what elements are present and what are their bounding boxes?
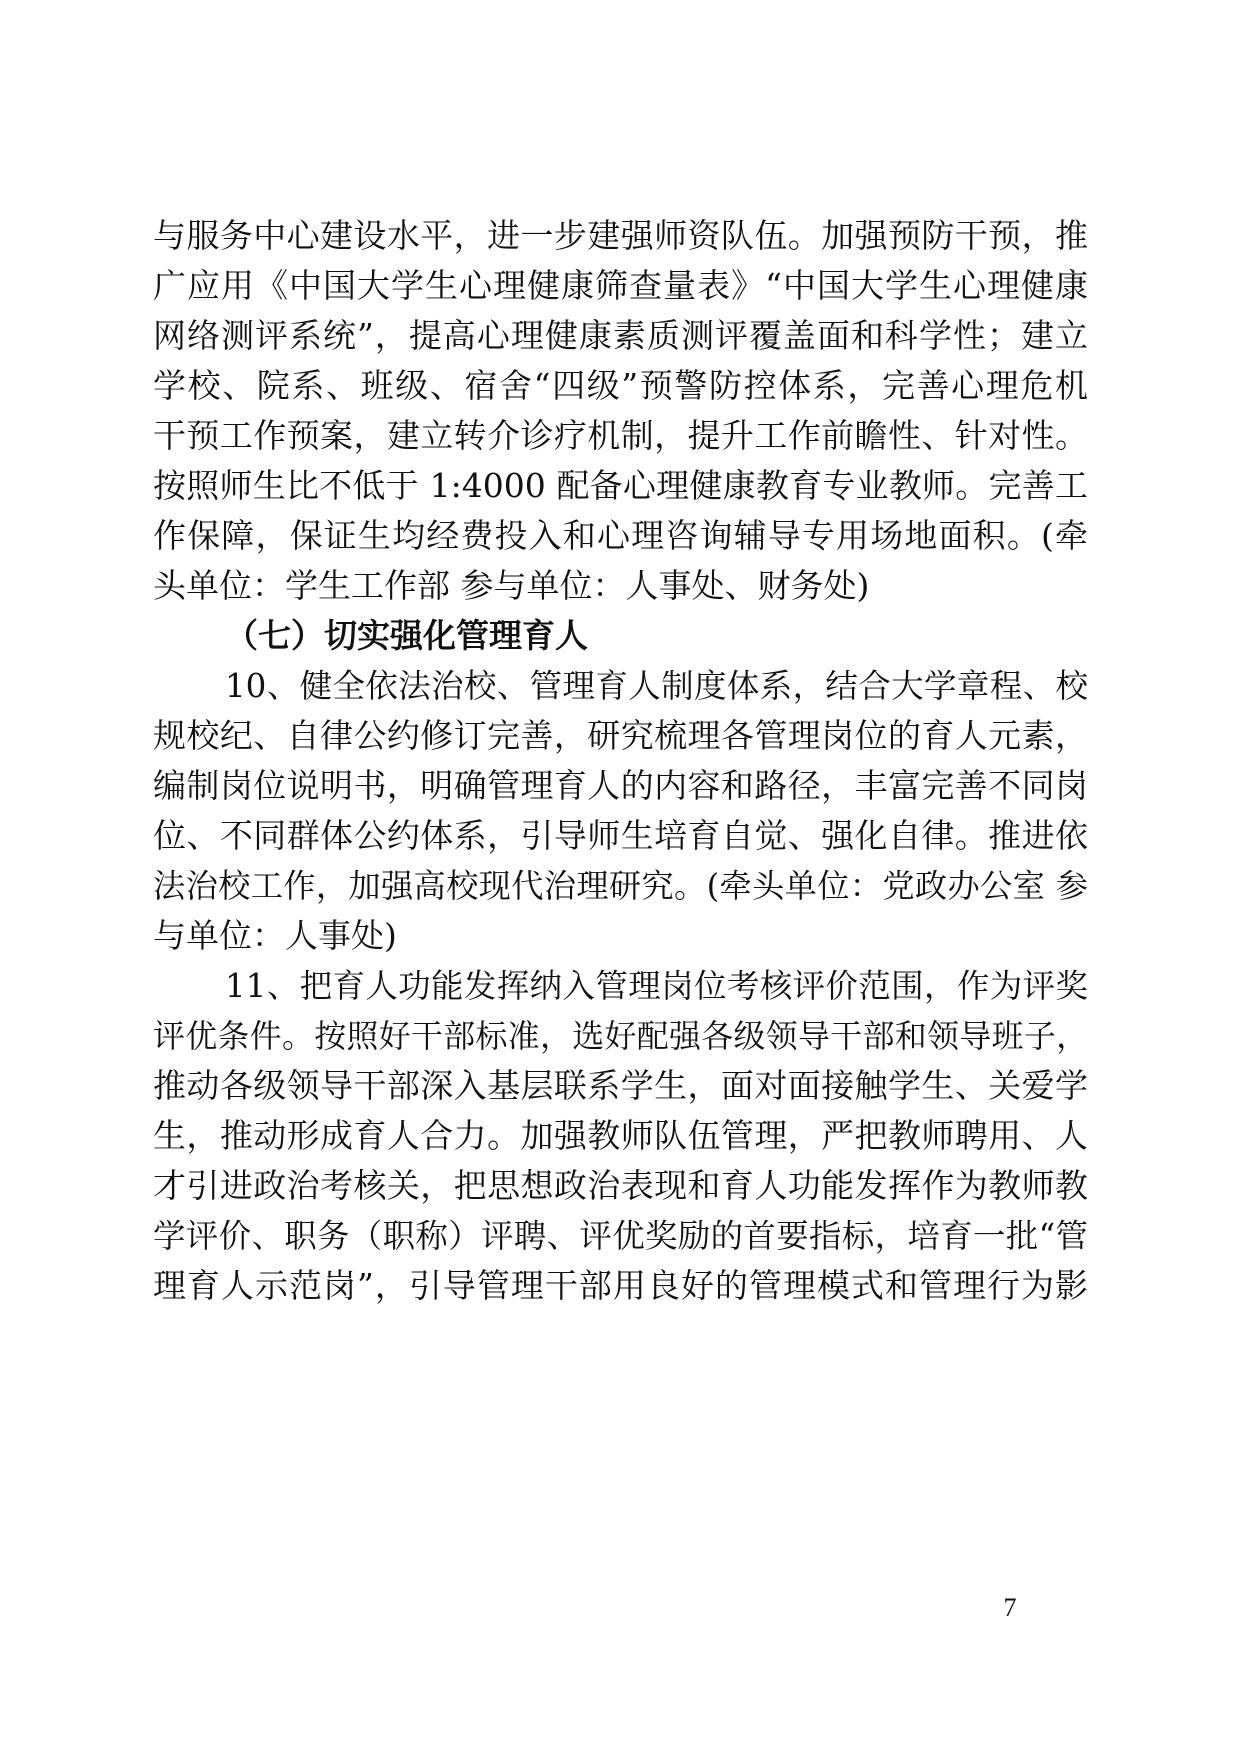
page-number: 7 (1003, 1593, 1017, 1622)
paragraph-11-line-1: 11、把育人功能发挥纳入管理岗位考核评价范围，作为评奖 (225, 967, 1088, 1005)
paragraph-1-line-5: 干预工作预案，建立转介诊疗机制，提升工作前瞻性、针对性。 (153, 416, 1088, 455)
paragraph-1-line-6: 按照师生比不低于 1:4000 配备心理健康教育专业教师。完善工 (153, 466, 1088, 505)
paragraph-10-line-1: 10、健全依法治校、管理育人制度体系，结合大学章程、校 (225, 667, 1088, 705)
paragraph-10-line-4: 位、不同群体公约体系，引导师生培育自觉、强化自律。推进依 (153, 816, 1088, 855)
paragraph-11-line-4: 生，推动形成育人合力。加强教师队伍管理，严把教师聘用、人 (153, 1116, 1088, 1155)
paragraph-1-line-2: 广应用《中国大学生心理健康筛查量表》“中国大学生心理健康 (153, 266, 1088, 305)
paragraph-1-line-8: 头单位：学生工作部 参与单位：人事处、财务处) (153, 566, 870, 605)
paragraph-10-line-2: 规校纪、自律公约修订完善，研究梳理各管理岗位的育人元素， (153, 716, 1088, 755)
paragraph-10-line-3: 编制岗位说明书，明确管理育人的内容和路径，丰富完善不同岗 (153, 766, 1088, 805)
paragraph-11-line-2: 评优条件。按照好干部标准，选好配强各级领导干部和领导班子， (153, 1017, 1088, 1055)
section-heading: （七）切实强化管理育人 (225, 616, 588, 655)
paragraph-10-line-6: 与单位：人事处) (153, 916, 397, 955)
paragraph-10-line-5: 法治校工作，加强高校现代治理研究。(牵头单位：党政办公室 参 (153, 867, 1088, 905)
paragraph-11-line-5: 才引进政治考核关，把思想政治表现和育人功能发挥作为教师教 (153, 1166, 1088, 1205)
paragraph-11-line-7: 理育人示范岗”，引导管理干部用良好的管理模式和管理行为影 (153, 1266, 1088, 1305)
paragraph-1-line-7: 作保障，保证生均经费投入和心理咨询辅导专用场地面积。(牵 (153, 516, 1088, 555)
paragraph-11-line-6: 学评价、职务（职称）评聘、评优奖励的首要指标，培育一批“管 (153, 1217, 1088, 1255)
paragraph-1-line-4: 学校、院系、班级、宿舍“四级”预警防控体系，完善心理危机 (153, 366, 1088, 405)
paragraph-11-line-3: 推动各级领导干部深入基层联系学生，面对面接触学生、关爱学 (153, 1066, 1088, 1105)
paragraph-1-line-3: 网络测评系统”，提高心理健康素质测评覆盖面和科学性；建立 (153, 316, 1088, 355)
paragraph-1-line-1: 与服务中心建设水平，进一步建强师资队伍。加强预防干预，推 (153, 216, 1088, 255)
